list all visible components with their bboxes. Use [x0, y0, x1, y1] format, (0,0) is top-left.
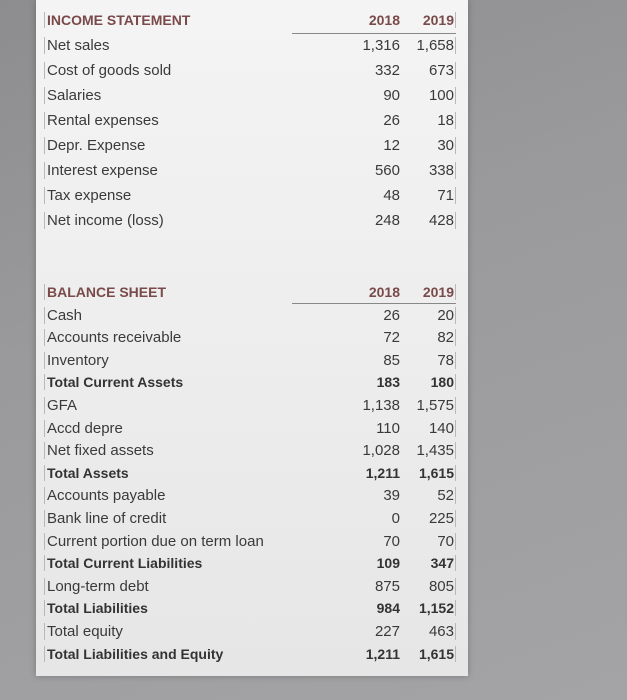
value-2019: 428 — [404, 212, 456, 229]
year-2018-header: 2018 — [368, 12, 400, 28]
value-2018: 26 — [383, 306, 400, 324]
value-2019: 1,152 — [404, 600, 456, 616]
value-2019: 20 — [404, 307, 456, 324]
value-2018: 109 — [376, 555, 400, 572]
row-label: Accounts receivable — [44, 329, 181, 346]
table-row — [36, 598, 468, 620]
value-2019: 805 — [404, 578, 456, 595]
row-label: Cost of goods sold — [44, 62, 171, 79]
row-label: Salaries — [44, 87, 101, 104]
row-label: Accd depre — [44, 420, 123, 437]
row-label: Inventory — [44, 352, 109, 369]
value-2019: 347 — [404, 555, 456, 571]
table-row — [36, 60, 468, 82]
row-label: Net income (loss) — [44, 212, 164, 229]
value-2018: 560 — [374, 162, 400, 179]
value-2019: 82 — [404, 329, 456, 346]
row-label: Net fixed assets — [44, 442, 154, 459]
row-label: Rental expenses — [44, 112, 159, 129]
table-row — [36, 644, 468, 666]
value-2019: 338 — [404, 162, 456, 179]
value-2019: 180 — [404, 374, 456, 390]
value-2018: 1,211 — [365, 464, 400, 481]
section-title: INCOME STATEMENT — [44, 12, 190, 28]
value-2018: 1,211 — [365, 645, 400, 662]
value-2019: 1,658 — [404, 37, 456, 54]
table-row — [36, 440, 468, 462]
value-2018: 1,028 — [362, 442, 400, 460]
table-row — [36, 135, 468, 157]
row-label: Accounts payable — [44, 487, 165, 504]
value-2018: 0 — [391, 510, 400, 527]
value-2019: 1,575 — [404, 397, 456, 414]
value-2019: 1,615 — [404, 646, 456, 662]
row-label: Tax expense — [44, 187, 131, 204]
table-row — [36, 553, 468, 575]
table-row — [36, 395, 468, 417]
year-2018-header: 2018 — [368, 284, 400, 300]
value-2019: 1,435 — [404, 442, 456, 459]
row-label: Total Liabilities — [44, 600, 148, 616]
value-2018: 48 — [383, 187, 400, 204]
value-2019: 71 — [404, 187, 456, 204]
row-label: Total Current Liabilities — [44, 555, 202, 571]
row-label: GFA — [44, 397, 77, 414]
table-row — [36, 35, 468, 57]
table-row — [36, 463, 468, 485]
value-2018: 183 — [376, 374, 400, 391]
year-2019-header: 2019 — [404, 284, 456, 300]
balance-sheet-header-row — [36, 282, 468, 304]
row-label: Total Assets — [44, 465, 129, 481]
row-label: Bank line of credit — [44, 510, 166, 527]
table-row — [36, 576, 468, 598]
value-2018: 248 — [374, 212, 400, 229]
value-2018: 72 — [383, 329, 400, 347]
table-row — [36, 210, 468, 232]
table-row — [36, 372, 468, 394]
income-statement-header-row — [36, 10, 468, 32]
value-2018: 90 — [383, 87, 400, 104]
table-row — [36, 327, 468, 349]
value-2019: 673 — [404, 62, 456, 79]
table-row — [36, 160, 468, 182]
value-2018: 26 — [383, 112, 400, 129]
table-row — [36, 85, 468, 107]
header-underline — [292, 33, 456, 34]
table-row — [36, 485, 468, 507]
row-label: Depr. Expense — [44, 137, 145, 154]
value-2018: 39 — [383, 487, 400, 505]
value-2019: 1,615 — [404, 465, 456, 481]
value-2018: 332 — [374, 62, 400, 79]
table-row — [36, 350, 468, 372]
value-2018: 110 — [376, 419, 400, 437]
value-2019: 140 — [404, 420, 456, 437]
value-2019: 225 — [404, 510, 456, 527]
value-2019: 70 — [404, 533, 456, 550]
table-row — [36, 185, 468, 207]
value-2019: 18 — [404, 112, 456, 129]
spreadsheet-page — [36, 0, 468, 676]
value-2018: 85 — [383, 351, 400, 369]
value-2019: 30 — [404, 137, 456, 154]
table-row — [36, 508, 468, 530]
value-2018: 227 — [374, 623, 400, 640]
row-label: Current portion due on term loan — [44, 533, 264, 550]
value-2019: 463 — [404, 623, 456, 640]
row-label: Cash — [44, 307, 82, 324]
value-2018: 875 — [374, 577, 400, 595]
value-2018: 1,138 — [362, 397, 400, 414]
value-2019: 78 — [404, 352, 456, 369]
row-label: Interest expense — [44, 162, 158, 179]
table-row — [36, 621, 468, 643]
header-underline — [292, 303, 456, 304]
table-row — [36, 418, 468, 440]
row-label: Long-term debt — [44, 578, 149, 595]
table-row — [36, 305, 468, 327]
value-2018: 984 — [376, 600, 400, 617]
value-2019: 52 — [404, 487, 456, 504]
value-2019: 100 — [404, 87, 456, 104]
table-row — [36, 531, 468, 553]
table-row — [36, 110, 468, 132]
value-2018: 70 — [383, 532, 400, 550]
value-2018: 12 — [383, 137, 400, 154]
row-label: Total Current Assets — [44, 374, 183, 390]
value-2018: 1,316 — [362, 37, 400, 54]
year-2019-header: 2019 — [404, 12, 456, 28]
row-label: Total equity — [44, 623, 123, 640]
section-title: BALANCE SHEET — [44, 284, 166, 300]
row-label: Net sales — [44, 37, 110, 54]
row-label: Total Liabilities and Equity — [44, 646, 223, 662]
